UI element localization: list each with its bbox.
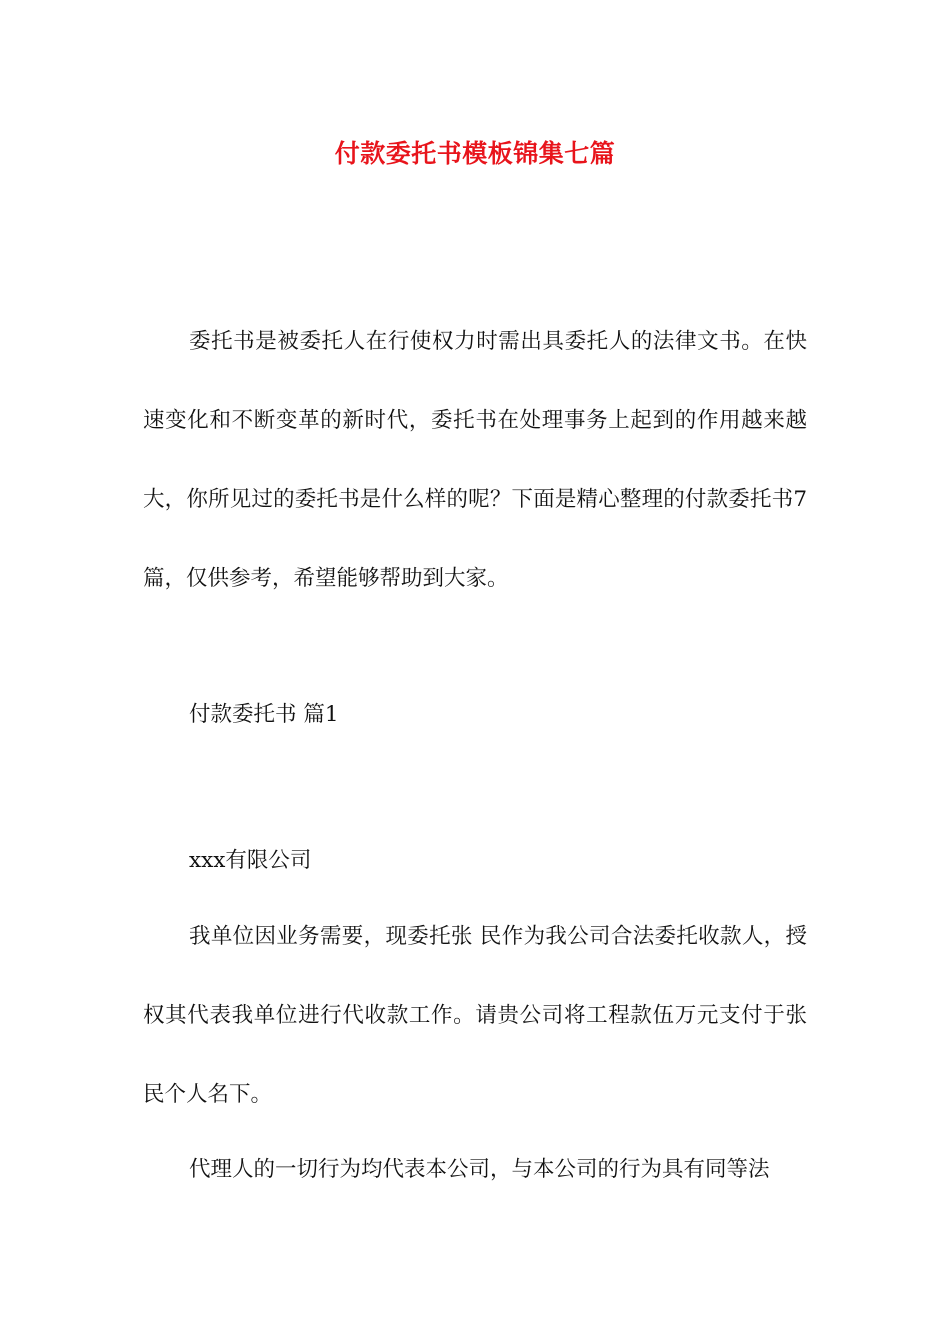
addressee: xxx有限公司 (189, 848, 312, 873)
body-paragraph-2: 代理人的一切行为均代表本公司，与本公司的行为具有同等法 (189, 1157, 770, 1182)
section-heading: 付款委托书 篇1 (189, 702, 339, 727)
intro-paragraph: 委托书是被委托人在行使权力时需出具委托人的法律文书。在快速变化和不断变革的新时代，委托书在处理事务上起到的作用越来越大，你所见过的委托书是什么样的呢？下面是精心整理的付款委托书7篇，仅供参考，希望能够帮助到大家。 (143, 329, 807, 591)
document-title: 付款委托书模板锦集七篇 (334, 139, 616, 168)
body-paragraph-1: 我单位因业务需要，现委托张 民作为我公司合法委托收款人，授权其代表我单位进行代收款工作。请贵公司将工程款伍万元支付于张民个人名下。 (143, 924, 807, 1107)
